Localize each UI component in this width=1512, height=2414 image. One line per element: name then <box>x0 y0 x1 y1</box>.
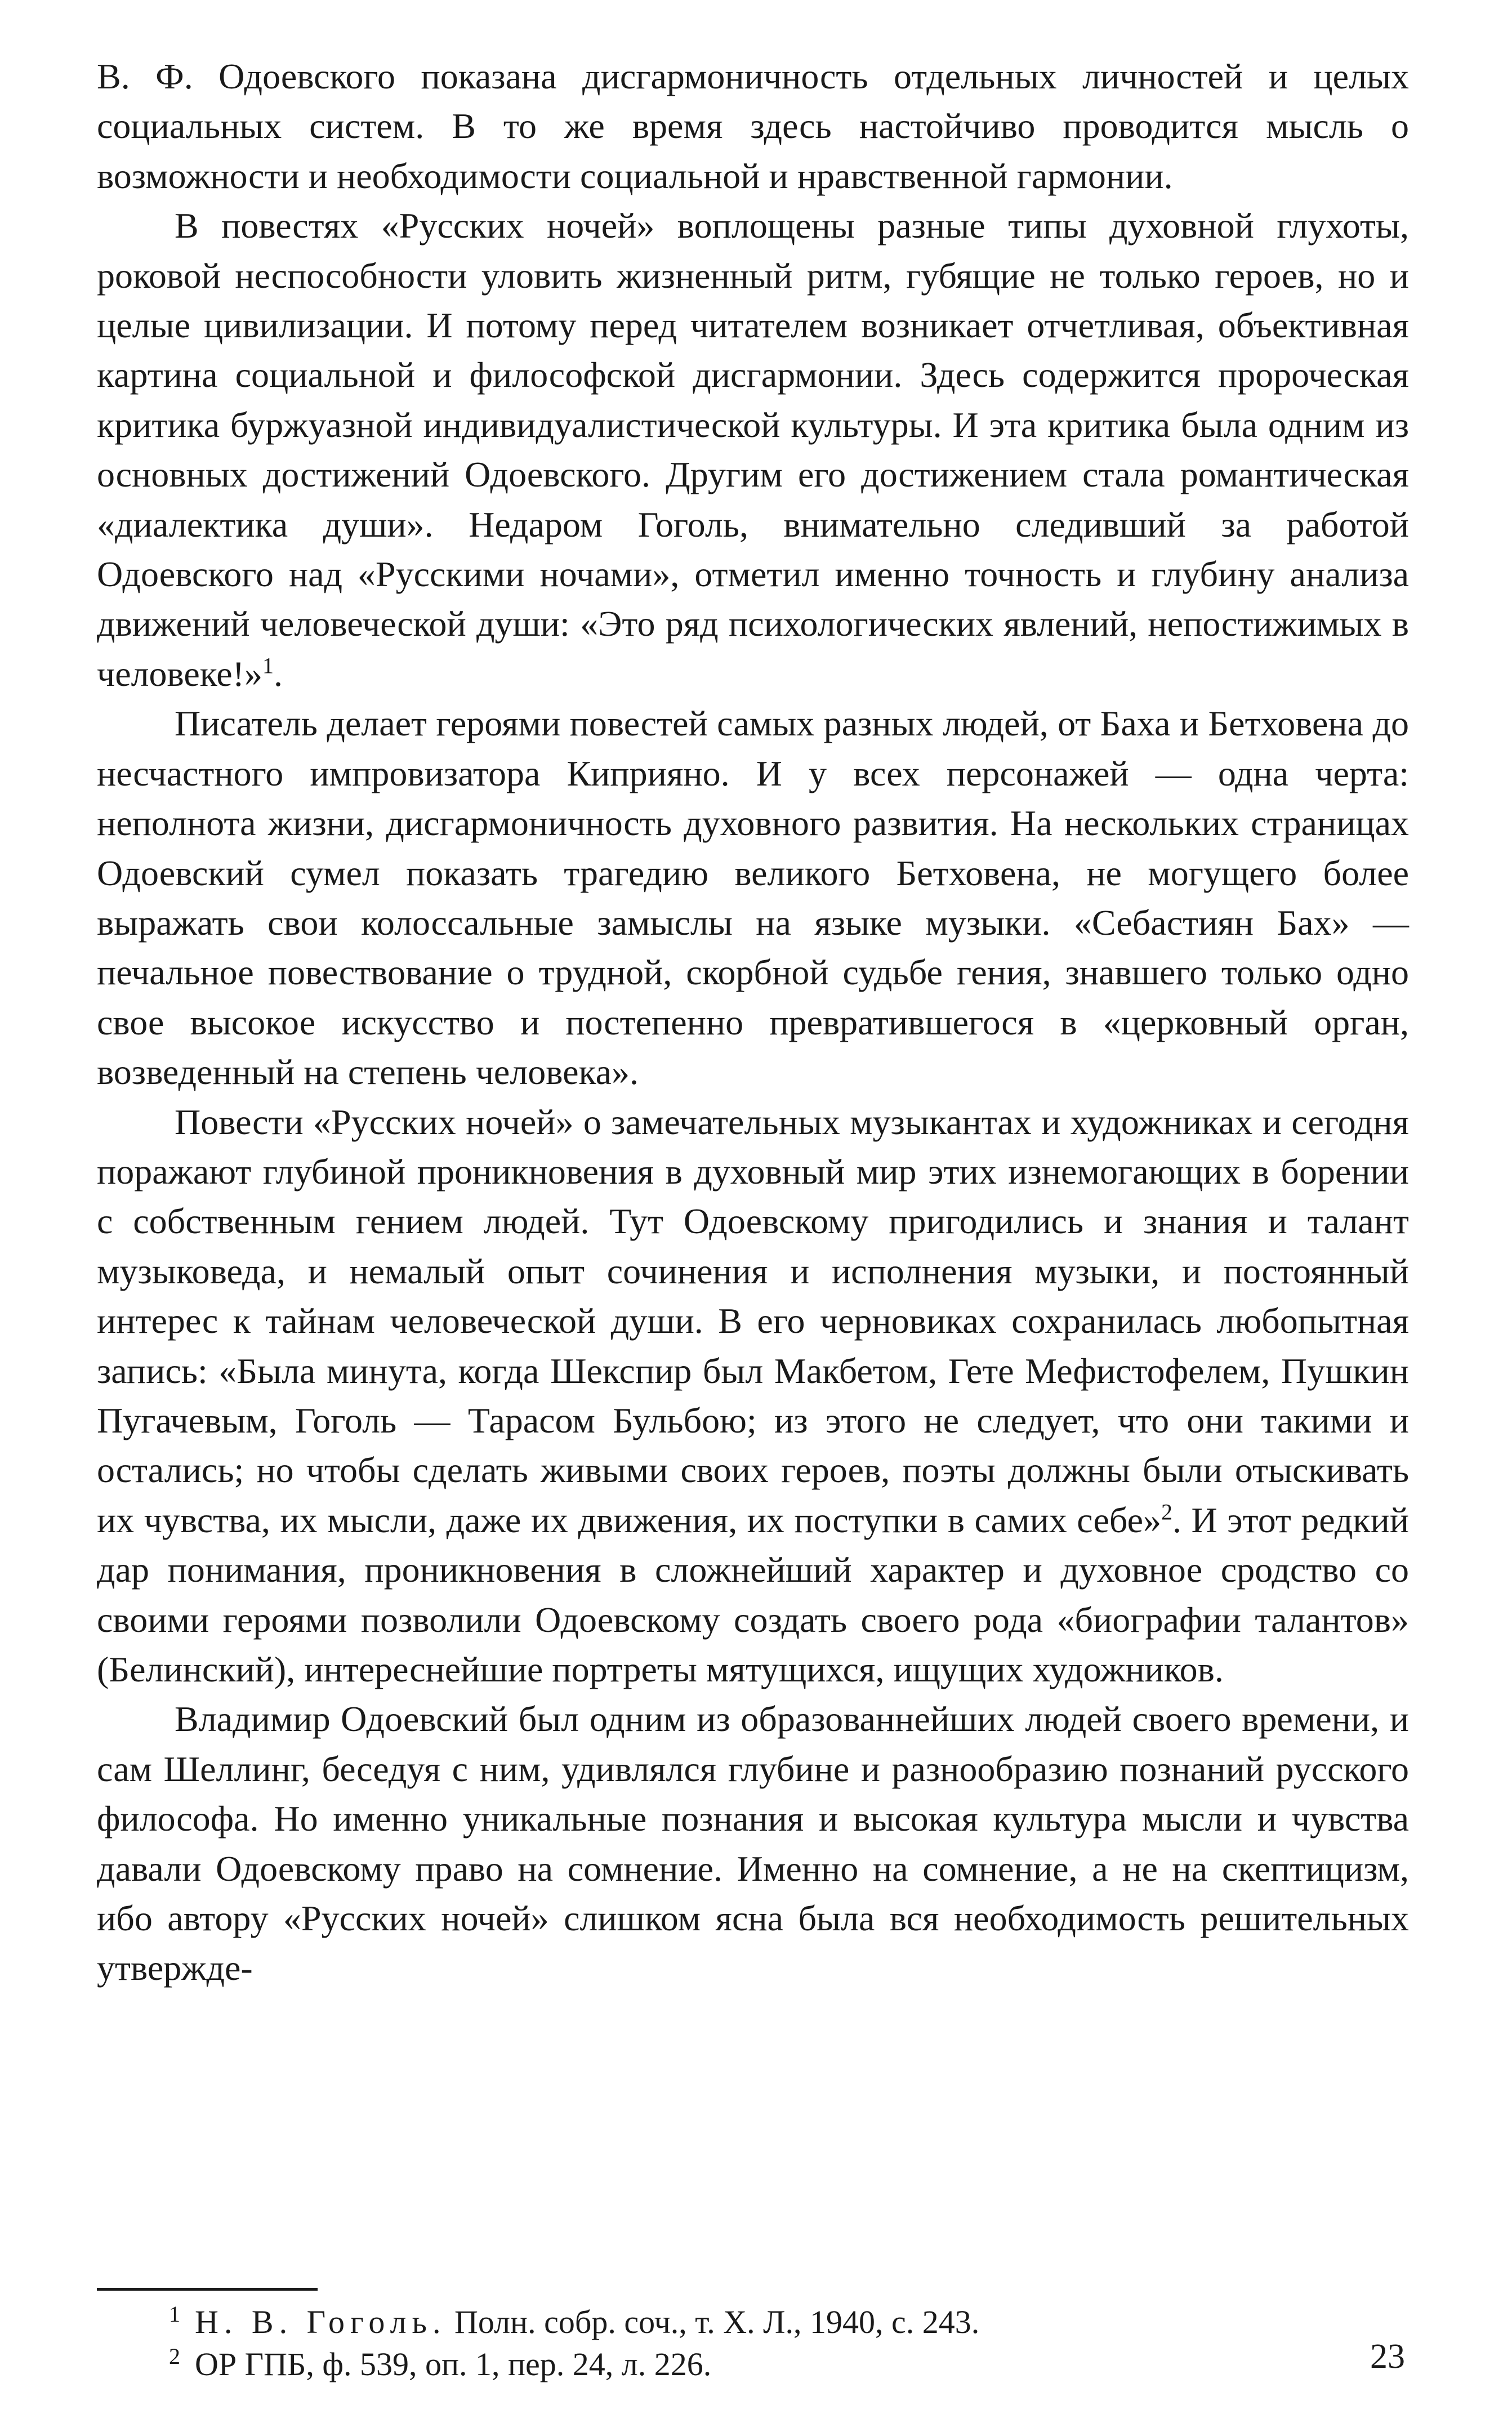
main-text <box>97 52 1409 1993</box>
paragraph-2: В повестях «Русских ночей» воплощены разные типы духовной глухоты, роковой неспособности уловить жизненный ритм, губящие не только героев, но и целые цивилизации. И потому перед читателем возникает отчетливая, объективная картина социальной и философской дисгармонии. Здесь содержится пророческая критика буржуазной индивидуалистической культуры. И эта критика была одним из основных достижений Одоевского. Другим его достижением стала романтическая «диалектика души». Недаром Гоголь, внимательно следивший за работой Одоевского над «Русскими ночами», отметил именно точность и глубину анализа движений человеческой души: «Это ряд психологических явлений, непостижимых в человеке!»$^1$. <box>97 206 1409 694</box>
footnote-ref-1: 1 <box>262 653 274 679</box>
paragraph-4-continuation: . И этот редкий дар понимания, проникновения в сложнейший характер и духовное сродство со своими героями позволили Одоевскому создать своего рода «биографии талантов» (Белинский), интереснейшие портреты мятущихся, ищущих художников. <box>97 1500 1410 1689</box>
footnote-divider <box>97 2288 318 2291</box>
footnote-2: 2 ОР ГПБ, ф. 539, оп. 1, пер. 24, л. 226. <box>169 2343 712 2382</box>
paragraph-3: Писатель делает героями повестей самых разных людей, от Баха и Бетховена до несчастного импровизатора Киприяно. И у всех персонажей — одна черта: неполнота жизни, дисгармоничность духовного развития. На нескольких страницах Одоевский сумел показать трагедию великого Бетховена, не могущего более выражать свои колоссальные замыслы на языке музыки. «Себастиян Бах» — печальное повествование о трудной, скорбной судьбе гения, знавшего только одно свое высокое искусство и постепенно превратившегося в «церковный орган, возведенный на степень человека». <box>97 703 1409 1092</box>
footnote-1: 1 Н. В. Гоголь. Полн. собр. соч., т. X. Л., 1940, с. 243. <box>169 2301 980 2340</box>
paragraph-5: Владимир Одоевский был одним из образованнейших людей своего времени, и сам Шеллинг, беседуя с ним, удивлялся глубине и разнообразию познаний русского философа. Но именно уникальные познания и высокая культура мысли и чувства давали Одоевскому право на сомнение. Именно на сомнение, а не на скептицизм, ибо автору «Русских ночей» слишком ясна была вся необходимость решительных утвержде- <box>97 1699 1409 1988</box>
paragraph-1: В. Ф. Одоевского показана дисгармоничность отдельных личностей и целых социальных систем. В то же время здесь настойчиво проводится мысль о возможности и необходимости социальной и нравственной гармонии. <box>97 56 1409 196</box>
footnote-author: Н. В. Гоголь. <box>195 2304 447 2340</box>
page-number: 23 <box>1370 2337 1405 2376</box>
paragraph-4: Повести «Русских ночей» о замечательных музыкантах и художниках и сегодня поражают глубиной проникновения в духовный мир этих изнемогающих в борении с собственным гением людей. Тут Одоевскому пригодились и знания и талант музыковеда, и немалый опыт сочинения и исполнения музыки, и постоянный интерес к тайнам человеческой души. В его черновиках сохранилась любопытная запись: «Была минута, когда Шекспир был Макбетом, Гете Мефистофелем, Пушкин Пугачевым, Гоголь — Тарасом Бульбою; из этого не следует, что они такими и остались; но чтобы сделать живыми своих героев, поэты должны были отыскивать их чувства, их мысли, даже их движения, их поступки в самих себе»$^2$. И этот редкий дар понимания, проникновения в сложнейший характер и духовное сродство со своими героями позволили Одоевскому создать своего рода «биографии талантов» (Белинский), интереснейшие портреты мятущихся, ищущих художников. <box>97 1101 1410 1689</box>
footnote-ref-2: 2 <box>1161 1499 1172 1525</box>
footnote-text: ОР ГПБ, ф. 539, оп. 1, пер. 24, л. 226. <box>195 2346 712 2382</box>
footnote-text: Полн. собр. соч., т. X. Л., 1940, с. 243. <box>446 2304 980 2340</box>
footnotes <box>169 2301 1408 2385</box>
